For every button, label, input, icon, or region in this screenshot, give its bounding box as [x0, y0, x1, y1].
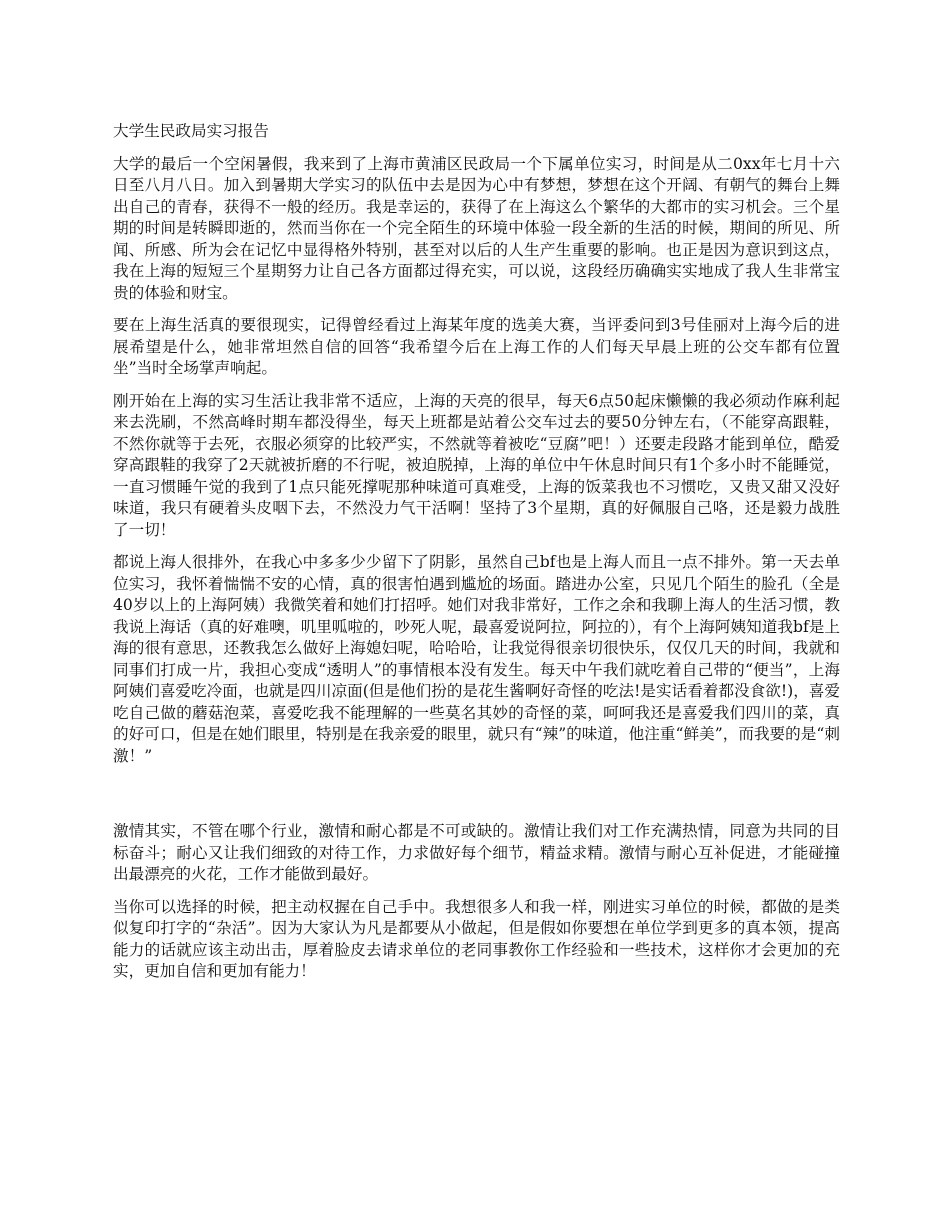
- document-title: 大学生民政局实习报告: [113, 122, 269, 140]
- paragraph-passion: 激情其实，不管在哪个行业，激情和耐心都是不可或缺的。激情让我们对工作充满热情，同意为共同的目标奋斗；耐心又让我们细致的对待工作，力求做好每个细节，精益求精。激情与耐心互补促进，才能碰撞出最漂亮的火花，工作才能做到最好。: [113, 822, 840, 883]
- paragraph-spacer: [113, 778, 840, 821]
- paragraph-shanghai-life: 要在上海生活真的要很现实，记得曾经看过上海某年度的选美大赛，当评委问到3号佳丽对上海今后的进展希望是什么，她非常坦然自信的回答“我希望今后在上海工作的人们每天早晨上班的公交车都有位置坐”当时全场掌声响起。: [113, 316, 840, 377]
- paragraph-initiative: 当你可以选择的时候，把主动权握在自己手中。我想很多人和我一样，刚进实习单位的时候，都做的是类似复印打字的“杂活”。因为大家认为凡是都要从小做起，但是假如你要想在单位学到更多的真本领，提高能力的话就应该主动出击，厚着脸皮去请求单位的老同事教你工作经验和一些技术，这样你才会更加的充实，更加自信和更加有能力！: [113, 897, 840, 980]
- paragraph-colleagues: 都说上海人很排外，在我心中多多少少留下了阴影，虽然自己bf也是上海人而且一点不排外。第一天去单位实习，我怀着惴惴不安的心情，真的很害怕遇到尴尬的场面。踏进办公室，只见几个陌生的脸孔（全是40岁以上的上海阿姨）我微笑着和她们打招呼。她们对我非常好，工作之余和我聊上海人的生活习惯，教我说上海话（真的好难噢，叽里呱啦的，吵死人呢，最喜爱说阿拉，阿拉的），有个上海阿姨知道我bf是上海的很有意思，还教我怎么做好上海媳妇呢，哈哈哈，让我觉得很亲切很快乐，仅仅几天的时间，我就和同事们打成一片，我担心变成“透明人”的事情根本没有发生。每天中午我们就吃着自己带的“便当”，上海阿姨们喜爱吃冷面，也就是四川凉面(但是他们扮的是花生酱啊好奇怪的吃法!是实话看着都没食欲!)，喜爱吃自己做的蘑菇泡菜，喜爱吃我不能理解的一些莫名其妙的奇怪的菜，呵呵我还是喜爱我们四川的菜，真的好可口，但是在她们眼里，特别是在我亲爱的眼里，就只有“辣”的味道，他注重“鲜美”，而我要的是“刺激！”: [113, 553, 840, 765]
- paragraph-intro: 大学的最后一个空闲暑假，我来到了上海市黄浦区民政局一个下属单位实习，时间是从二0xx年七月十六日至八月八日。加入到暑期大学实习的队伍中去是因为心中有梦想，梦想在这个开阔、有朝气的舞台上舞出自己的青春，获得不一般的经历。我是幸运的，获得了在上海这么个繁华的大都市的实习机会。三个星期的时间是转瞬即逝的，然而当你在一个完全陌生的环境中体验一段全新的生活的时候，期间的所见、所闻、所感、所为会在记忆中显得格外特别，甚至对以后的人生产生重要的影响。也正是因为意识到这点，我在上海的短短三个星期努力让自己各方面都过得充实，可以说，这段经历确确实实地成了我人生非常宝贵的体验和财宝。: [113, 154, 840, 302]
- paragraph-adjustment: 刚开始在上海的实习生活让我非常不适应，上海的天亮的很早，每天6点50起床懒懒的我必须动作麻利起来去洗刷，不然高峰时期车都没得坐，每天上班都是站着公交车过去的要50分钟左右，（不能穿高跟鞋，不然你就等于去死，衣服必须穿的比较严实，不然就等着被吃“豆腐”吧！）还要走段路才能到单位，酷爱穿高跟鞋的我穿了2天就被折磨的不行呢，被迫脱掉，上海的单位中午休息时间只有1个多小时不能睡觉，一直习惯睡午觉的我到了1点只能死撑呢那种味道可真难受，上海的饭菜我也不习惯吃，又贵又甜又没好味道，我只有硬着头皮咽下去，不然没力气干活啊！坚持了3个星期，真的好佩服自己咯，还是毅力战胜了一切！: [113, 391, 840, 539]
- document-page: [113, 121, 840, 994]
